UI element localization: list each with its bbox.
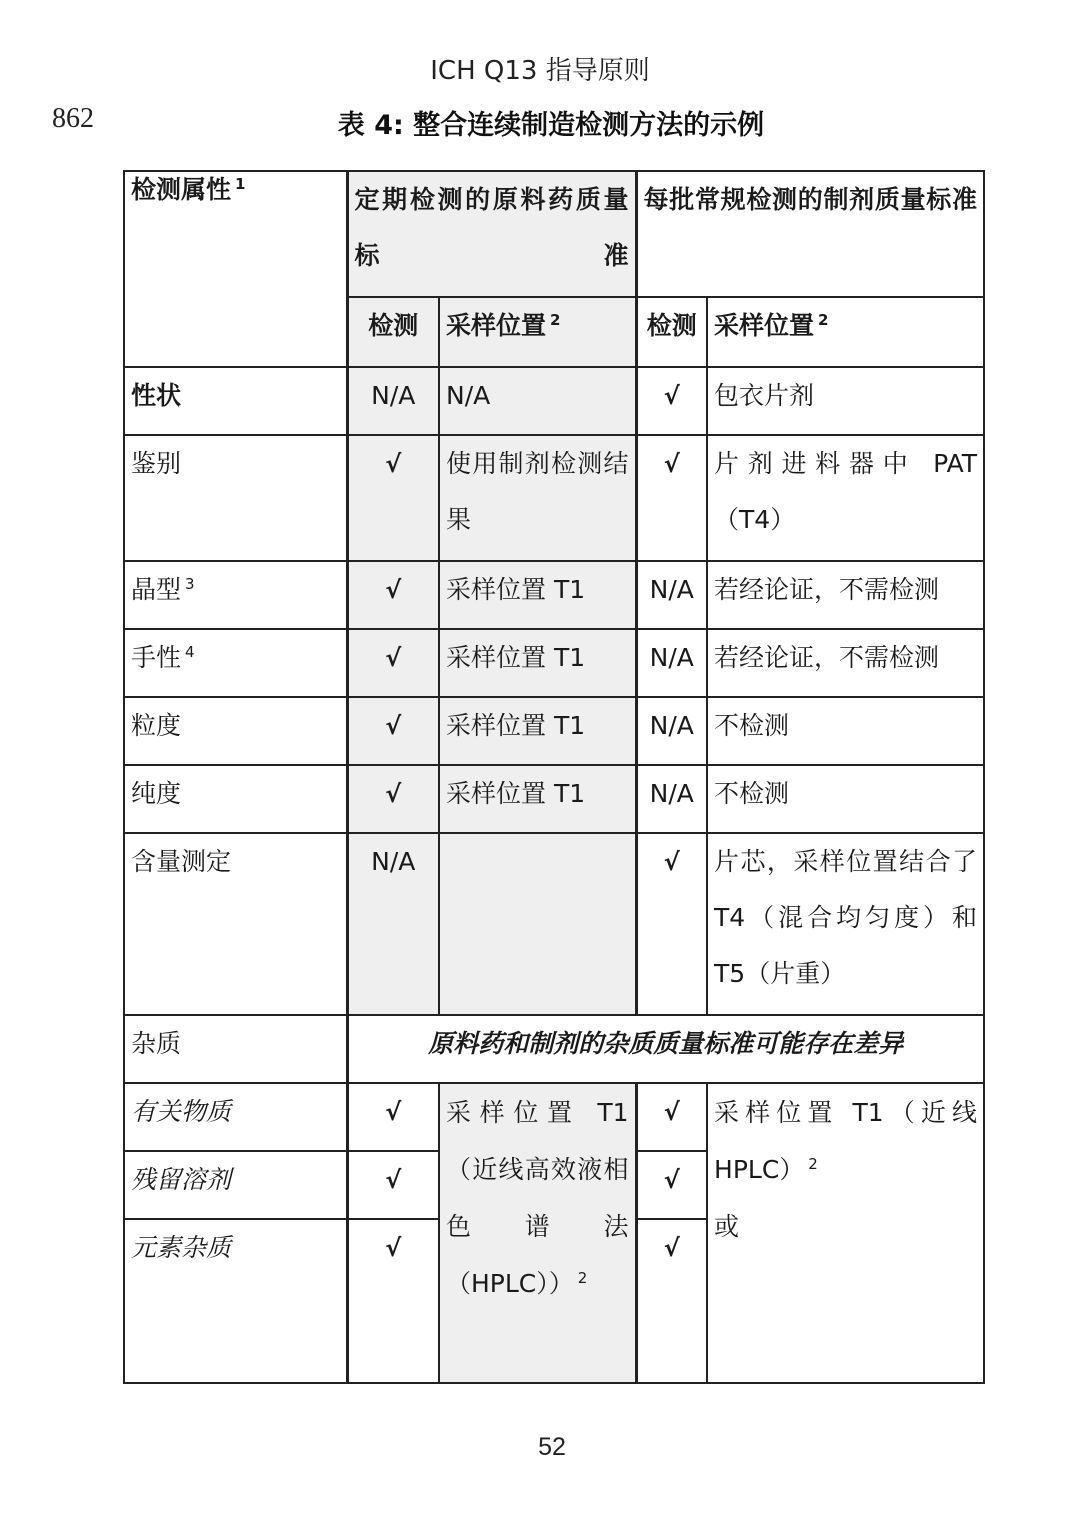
- dp-loc-impurities: [707, 1083, 984, 1383]
- header-dp-sampling-text: 采样位置: [714, 311, 815, 340]
- api-test-related-substances: √: [347, 1083, 439, 1151]
- dp-test-related-substances: √: [636, 1083, 707, 1151]
- footnote-marker: 2: [550, 310, 561, 329]
- footnote-marker: 3: [185, 574, 195, 593]
- api-test-particle-size: √: [347, 697, 439, 765]
- dp-test-chirality: N/A: [636, 629, 707, 697]
- header-api-sampling: [439, 297, 636, 367]
- header-api-sampling-text: 采样位置: [446, 311, 547, 340]
- api-loc-chirality: 采样位置 T1: [439, 629, 636, 697]
- footnote-marker: 4: [185, 642, 195, 661]
- table-title: 表 4: 整合连续制造检测方法的示例: [337, 110, 765, 141]
- header-api-spec: 定期检测的原料药质量标准: [347, 171, 636, 297]
- api-loc-purity: 采样位置 T1: [439, 765, 636, 833]
- api-test-chirality: √: [347, 629, 439, 697]
- test-methods-table: [123, 170, 985, 1384]
- dp-loc-impurities-text: 采样位置 T1（近线 HPLC）: [714, 1098, 978, 1184]
- row-assay: [124, 833, 984, 1015]
- row-polymorph: [124, 561, 984, 629]
- header-dp-sampling: [707, 297, 984, 367]
- dp-loc-chirality: 若经论证，不需检测: [707, 629, 984, 697]
- attr-chirality: [124, 629, 347, 697]
- footnote-marker: 2: [808, 1154, 818, 1173]
- header-dp-spec: 每批常规检测的制剂质量标准: [636, 171, 984, 297]
- attr-appearance: 性状: [124, 367, 347, 435]
- dp-test-polymorph: N/A: [636, 561, 707, 629]
- attr-particle-size: 粒度: [124, 697, 347, 765]
- api-test-assay: N/A: [347, 833, 439, 1015]
- line-number: 862: [52, 103, 94, 134]
- api-loc-appearance: N/A: [439, 367, 636, 435]
- row-particle-size: [124, 697, 984, 765]
- attr-purity: 纯度: [124, 765, 347, 833]
- api-loc-particle-size: 采样位置 T1: [439, 697, 636, 765]
- api-test-residual-solvents: √: [347, 1151, 439, 1219]
- dp-loc-particle-size: 不检测: [707, 697, 984, 765]
- attr-assay: 含量测定: [124, 833, 347, 1015]
- attr-polymorph: [124, 561, 347, 629]
- dp-test-residual-solvents: √: [636, 1151, 707, 1219]
- footnote-marker: 2: [818, 310, 829, 329]
- attr-related-substances: 有关物质: [124, 1083, 347, 1151]
- header-attribute: [124, 171, 347, 367]
- header-attribute-text: 检测属性: [131, 175, 232, 204]
- row-related-substances: [124, 1083, 984, 1151]
- row-appearance: [124, 367, 984, 435]
- attr-elemental-impurities: 元素杂质: [124, 1219, 347, 1383]
- api-test-appearance: N/A: [347, 367, 439, 435]
- header-api-test: 检测: [347, 297, 439, 367]
- row-chirality: [124, 629, 984, 697]
- row-impurities: [124, 1015, 984, 1083]
- footnote-marker: 1: [235, 174, 246, 193]
- dp-test-assay: √: [636, 833, 707, 1015]
- dp-test-purity: N/A: [636, 765, 707, 833]
- api-loc-impurities: [439, 1083, 636, 1383]
- attr-impurities: 杂质: [124, 1015, 347, 1083]
- dp-test-particle-size: N/A: [636, 697, 707, 765]
- dp-loc-purity: 不检测: [707, 765, 984, 833]
- document-header: ICH Q13 指导原则: [430, 56, 650, 86]
- dp-test-appearance: √: [636, 367, 707, 435]
- attr-polymorph-text: 晶型: [131, 575, 182, 604]
- dp-loc-impurities-or: 或: [714, 1212, 740, 1241]
- footnote-marker: 2: [577, 1268, 588, 1287]
- dp-loc-polymorph: 若经论证，不需检测: [707, 561, 984, 629]
- dp-loc-appearance: 包衣片剂: [707, 367, 984, 435]
- dp-loc-identification: 片剂进料器中 PAT（T4）: [707, 435, 984, 561]
- attr-residual-solvents: 残留溶剂: [124, 1151, 347, 1219]
- api-loc-assay: [439, 833, 636, 1015]
- api-loc-identification: 使用制剂检测结果: [439, 435, 636, 561]
- impurities-note: 原料药和制剂的杂质质量标准可能存在差异: [347, 1015, 984, 1083]
- dp-test-identification: √: [636, 435, 707, 561]
- api-test-identification: √: [347, 435, 439, 561]
- attr-identification: 鉴别: [124, 435, 347, 561]
- api-loc-impurities-text: 采样位置 T1（近线高效液相色谱法（HPLC））: [446, 1098, 629, 1298]
- dp-loc-assay: 片芯，采样位置结合了 T4（混合均匀度）和 T5（片重）: [707, 833, 984, 1015]
- header-row-1: [124, 171, 984, 297]
- api-test-purity: √: [347, 765, 439, 833]
- api-test-elemental-impurities: √: [347, 1219, 439, 1383]
- page-number: 52: [538, 1433, 566, 1461]
- row-purity: [124, 765, 984, 833]
- api-loc-polymorph: 采样位置 T1: [439, 561, 636, 629]
- api-test-polymorph: √: [347, 561, 439, 629]
- row-identification: [124, 435, 984, 561]
- dp-test-elemental-impurities: √: [636, 1219, 707, 1383]
- attr-chirality-text: 手性: [131, 643, 182, 672]
- header-dp-test: 检测: [636, 297, 707, 367]
